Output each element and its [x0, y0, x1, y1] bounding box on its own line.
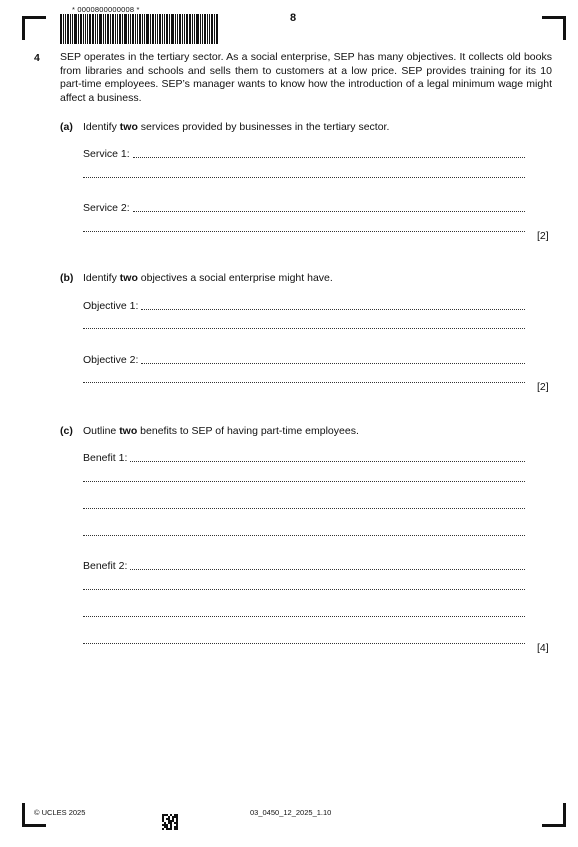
- barcode-bar: [152, 14, 154, 44]
- barcode-bar: [144, 14, 145, 44]
- paper-code: 03_0450_12_2025_1.10: [250, 808, 332, 817]
- corner-mark-top-left: [22, 16, 46, 19]
- corner-mark-top-right-vertical: [563, 16, 566, 40]
- corner-mark-bottom-right-vertical: [563, 803, 566, 827]
- objective-2-answer-line[interactable]: [83, 354, 525, 366]
- corner-mark-bottom-left: [22, 824, 46, 827]
- objective-2-label: Objective 2:: [83, 354, 139, 366]
- benefit-1-answer-line-2[interactable]: [83, 480, 525, 484]
- barcode-bar: [175, 14, 176, 44]
- barcode-bar: [99, 14, 102, 44]
- barcode-number: * 0000800000008 *: [72, 5, 140, 14]
- barcode-bar: [166, 14, 168, 44]
- barcode-bar: [72, 14, 73, 44]
- barcode-bar: [115, 14, 116, 44]
- barcode-bar: [132, 14, 134, 44]
- benefit-1-answer-line[interactable]: [83, 452, 525, 464]
- part-a-prompt-emphasis: two: [119, 121, 138, 133]
- barcode-bar: [157, 14, 158, 44]
- barcode-bar: [117, 14, 118, 44]
- barcode-bar: [177, 14, 178, 44]
- barcode-bar: [216, 14, 218, 44]
- barcode-bar: [162, 14, 163, 44]
- barcode-bar: [67, 14, 69, 44]
- part-a-marks: [2]: [537, 230, 549, 242]
- service-2-answer-line[interactable]: [83, 202, 525, 214]
- barcode-bar: [107, 14, 109, 44]
- barcode-bar: [70, 14, 71, 44]
- barcode-bar: [65, 14, 66, 44]
- part-a-prompt: Identify two services provided by businesses in the tertiary sector.: [83, 121, 390, 133]
- barcode-bar: [189, 14, 191, 44]
- barcode-bar: [182, 14, 183, 44]
- barcode-bar: [204, 14, 206, 44]
- barcode-bar: [137, 14, 138, 44]
- corner-mark-top-left-vertical: [22, 16, 25, 40]
- barcode-bar: [110, 14, 111, 44]
- service-1-label: Service 1:: [83, 148, 130, 160]
- barcode-bar: [83, 14, 84, 44]
- benefit-2-answer-line[interactable]: [83, 560, 525, 572]
- barcode-bar: [63, 14, 64, 44]
- barcode-bar: [105, 14, 106, 44]
- barcode-bar: [209, 14, 210, 44]
- barcode-bar: [214, 14, 215, 44]
- question-number: 4: [34, 52, 40, 64]
- benefit-1-answer-line-4[interactable]: [83, 534, 525, 538]
- barcode-image: [60, 14, 219, 44]
- objective-1-label: Objective 1:: [83, 300, 139, 312]
- service-2-label: Service 2:: [83, 202, 130, 214]
- barcode-bar: [142, 14, 143, 44]
- page-number: 8: [290, 12, 297, 24]
- barcode-bar: [119, 14, 121, 44]
- barcode-bar: [184, 14, 185, 44]
- barcode-bar: [97, 14, 98, 44]
- barcode-bar: [112, 14, 114, 44]
- barcode-bar: [192, 14, 193, 44]
- barcode-bar: [60, 14, 62, 44]
- part-b-prompt: Identify two objectives a social enterprise might have.: [83, 272, 333, 284]
- barcode-bar: [85, 14, 86, 44]
- qr-cell: [176, 828, 178, 830]
- barcode-bar: [135, 14, 136, 44]
- benefit-2-label: Benefit 2:: [83, 560, 128, 572]
- barcode-bar: [202, 14, 203, 44]
- barcode-bar: [124, 14, 127, 44]
- question-intro: SEP operates in the tertiary sector. As a social enterprise, SEP has many objectives. It collects old books from libraries and schools and sells them to customers at a low price. SEP provides training for its 10 part-time employees. SEP’s manager wants to know how the introduction of a legal minimum wage might affect a business.: [60, 51, 552, 104]
- barcode-bar: [159, 14, 161, 44]
- barcode-bar: [146, 14, 149, 44]
- barcode-bar: [139, 14, 141, 44]
- barcode-bar: [95, 14, 96, 44]
- barcode-bar: [80, 14, 82, 44]
- service-1-answer-line-2[interactable]: [83, 176, 525, 180]
- barcode-bar: [179, 14, 181, 44]
- barcode-bar: [186, 14, 188, 44]
- barcode-bar: [211, 14, 213, 44]
- barcode-bar: [196, 14, 199, 44]
- service-1-answer-line[interactable]: [83, 148, 525, 160]
- part-b-marks: [2]: [537, 381, 549, 393]
- barcode-bar: [74, 14, 77, 44]
- part-b-prompt-emphasis: two: [119, 272, 138, 284]
- objective-1-answer-line[interactable]: [83, 300, 525, 312]
- barcode-bar: [171, 14, 174, 44]
- barcode-bar: [200, 14, 201, 44]
- benefit-1-answer-line-3[interactable]: [83, 507, 525, 511]
- barcode-bar: [128, 14, 129, 44]
- barcode-bar: [78, 14, 79, 44]
- benefit-1-label: Benefit 1:: [83, 452, 128, 464]
- part-c-marks: [4]: [537, 642, 549, 654]
- part-c-label: (c): [60, 425, 73, 437]
- benefit-2-answer-line-4[interactable]: [83, 642, 525, 646]
- qr-code-image: [162, 814, 178, 830]
- barcode-bar: [103, 14, 104, 44]
- barcode-bar: [87, 14, 88, 44]
- barcode-bar: [164, 14, 165, 44]
- barcode-bar: [130, 14, 131, 44]
- part-a-label: (a): [60, 121, 73, 133]
- barcode-bar: [169, 14, 170, 44]
- service-2-answer-line-2[interactable]: [83, 230, 525, 234]
- barcode-bar: [155, 14, 156, 44]
- copyright-notice: © UCLES 2025: [34, 808, 86, 817]
- part-c-prompt-emphasis: two: [119, 425, 138, 437]
- corner-mark-bottom-left-vertical: [22, 803, 25, 827]
- barcode-bar: [122, 14, 123, 44]
- barcode-bar: [92, 14, 94, 44]
- part-c-prompt: Outline two benefits to SEP of having part-time employees.: [83, 425, 359, 437]
- part-b-label: (b): [60, 272, 74, 284]
- benefit-2-answer-line-3[interactable]: [83, 615, 525, 619]
- barcode-bar: [89, 14, 91, 44]
- barcode-bar: [207, 14, 208, 44]
- barcode-bar: [150, 14, 151, 44]
- benefit-2-answer-line-2[interactable]: [83, 588, 525, 592]
- objective-1-answer-line-2[interactable]: [83, 327, 525, 331]
- objective-2-answer-line-2[interactable]: [83, 381, 525, 385]
- barcode-bar: [194, 14, 195, 44]
